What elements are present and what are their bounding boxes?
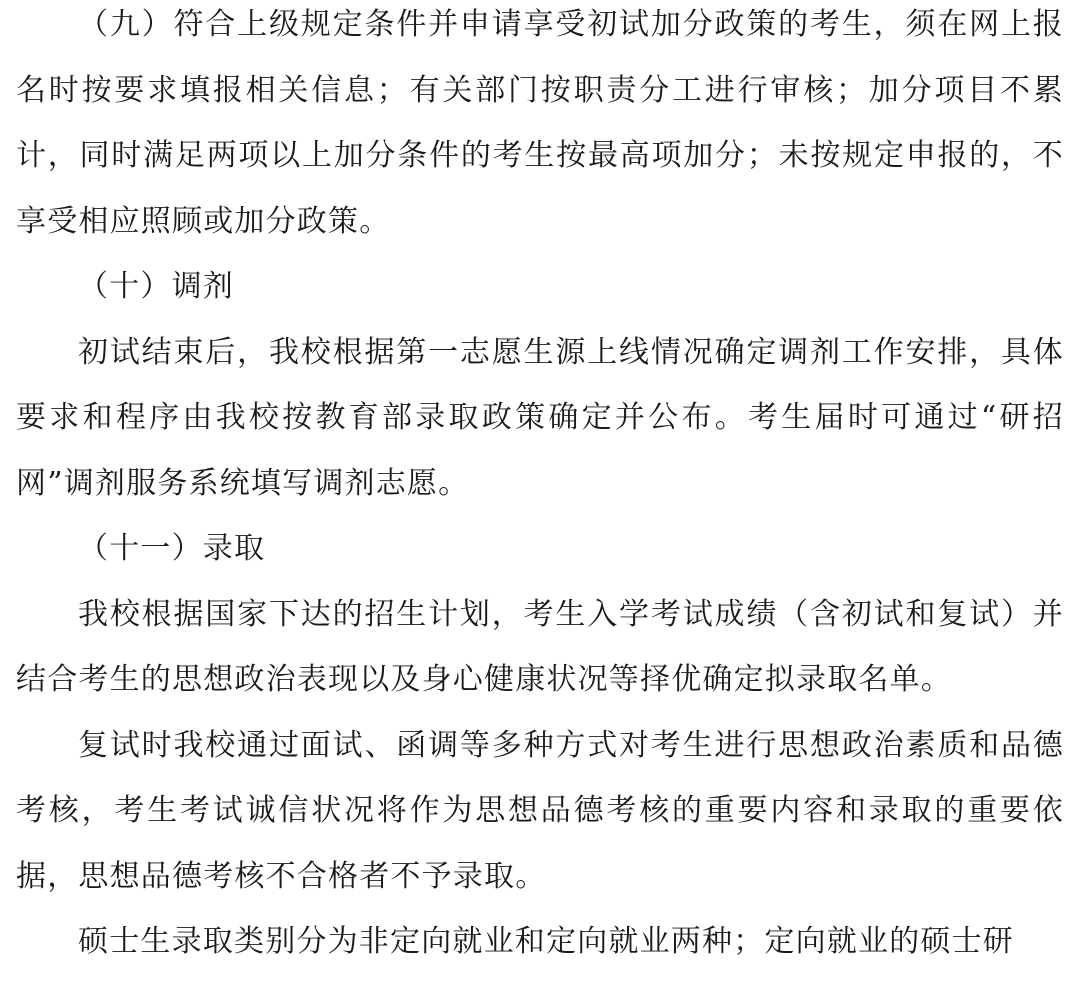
section-heading-adjustment: （十）调剂 bbox=[78, 269, 234, 304]
paragraph-adjustment: 初试结束后，我校根据第一志愿生源上线情况确定调剂工作安排，具体要求和程序由我校按教育部录取政策确定并公布。考生届时可通过“研招网”调剂服务系统填写调剂志愿。 bbox=[16, 334, 1064, 501]
paragraph-admission-categories: 硕士生录取类别分为非定向就业和定向就业两种；定向就业的硕士研 bbox=[78, 924, 1014, 959]
paragraph-admission-plan: 我校根据国家下达的招生计划，考生入学考试成绩（含初试和复试）并结合考生的思想政治表现以及身心健康状况等择优确定拟录取名单。 bbox=[16, 596, 1064, 697]
document-page bbox=[16, 0, 1064, 984]
paragraph-moral-assessment: 复试时我校通过面试、函调等多种方式对考生进行思想政治素质和品德考核，考生考试诚信状况将作为思想品德考核的重要内容和录取的重要依据，思想品德考核不合格者不予录取。 bbox=[16, 727, 1064, 894]
paragraph-bonus-policy: （九）符合上级规定条件并申请享受初试加分政策的考生，须在网上报名时按要求填报相关信息；有关部门按职责分工进行审核；加分项目不累计，同时满足两项以上加分条件的考生按最高项加分；未按规定申报的，不享受相应照顾或加分政策。 bbox=[16, 7, 1064, 239]
section-heading-admission: （十一）录取 bbox=[78, 531, 266, 566]
